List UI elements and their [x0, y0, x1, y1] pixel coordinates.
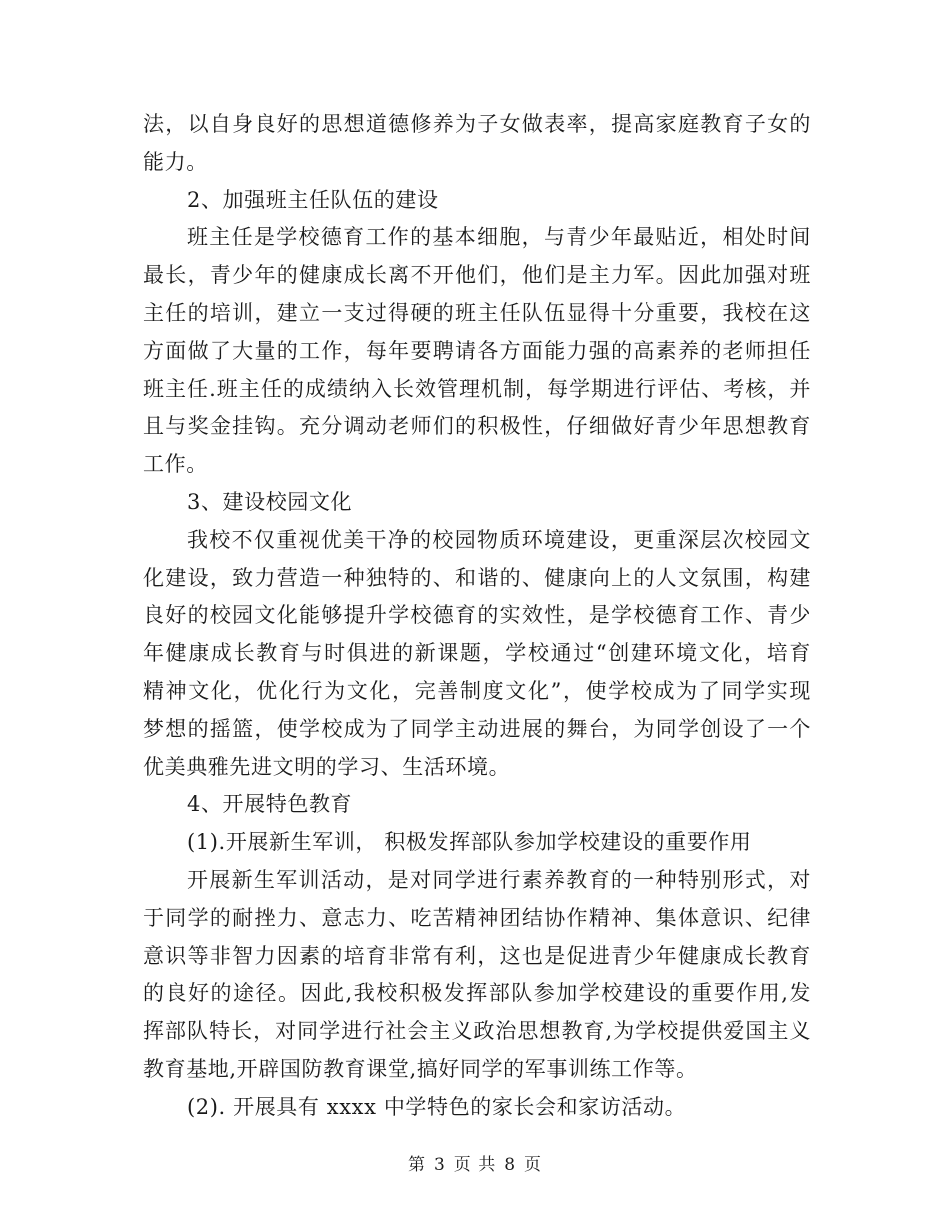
document-body	[143, 106, 811, 1127]
text-line: 我校不仅重视优美干净的校园物质环境建设，更重深层次校园文	[187, 527, 811, 552]
text-line: 挥部队特长，对同学进行社会主义政治思想教育,为学校提供爱国主义	[143, 1019, 811, 1044]
text-line: 优美典雅先进文明的学习、生活环境。	[143, 754, 511, 779]
text-line: 开展新生军训活动，是对同学进行素养教育的一种特别形式，对	[187, 867, 811, 892]
text-line: 年健康成长教育与时俱进的新课题，学校通过“创建环境文化，培育	[143, 641, 811, 666]
text-line: 意识等非智力因素的培育非常有利，这也是促进青少年健康成长教育	[143, 943, 811, 968]
text-line: (1).开展新生军训， 积极发挥部队参加学校建设的重要作用	[187, 830, 752, 855]
text-line: 3、建设校园文化	[187, 489, 353, 514]
text-line: 班主任是学校德育工作的基本细胞，与青少年最贴近，相处时间	[187, 225, 811, 250]
text-line: 班主任.班主任的成绩纳入长效管理机制，每学期进行评估、考核，并	[143, 376, 811, 401]
text-line: 主任的培训，建立一支过得硬的班主任队伍显得十分重要，我校在这	[143, 300, 811, 325]
text-line: 4、开展特色教育	[187, 792, 353, 817]
text-line: 的良好的途径。因此,我校积极发挥部队参加学校建设的重要作用,发	[143, 981, 811, 1006]
text-line: (2). 开展具有 xxxx 中学特色的家长会和家访活动。	[187, 1094, 687, 1119]
footer-current-page: 3	[433, 1155, 446, 1175]
text-line: 最长，青少年的健康成长离不开他们，他们是主力军。因此加强对班	[143, 263, 811, 288]
footer-suffix: 页	[524, 1155, 543, 1175]
text-line: 法，以自身良好的思想道德修养为子女做表率，提高家庭教育子女的	[143, 112, 811, 136]
text-line: 良好的校园文化能够提升学校德育的实效性，是学校德育工作、青少	[143, 603, 811, 628]
footer-total-pages: 8	[504, 1155, 517, 1175]
page-footer	[0, 1150, 950, 1175]
text-line: 方面做了大量的工作，每年要聘请各方面能力强的高素养的老师担任	[143, 338, 811, 363]
text-line: 精神文化，优化行为文化，完善制度文化”，使学校成为了同学实现	[143, 678, 811, 703]
text-line: 2、加强班主任队伍的建设	[187, 187, 439, 212]
footer-middle: 页 共	[453, 1155, 497, 1175]
text-line: 且与奖金挂钩。充分调动老师们的积极性，仔细做好青少年思想教育	[143, 414, 811, 439]
text-line: 化建设，致力营造一种独特的、和谐的、健康向上的人文氛围，构建	[143, 565, 811, 590]
footer-prefix: 第	[407, 1155, 426, 1175]
text-line: 能力。	[143, 149, 208, 174]
text-line: 工作。	[143, 452, 208, 477]
text-line: 梦想的摇篮，使学校成为了同学主动进展的舞台，为同学创设了一个	[143, 716, 811, 741]
text-line: 于同学的耐挫力、意志力、吃苦精神团结协作精神、集体意识、纪律	[143, 905, 811, 930]
text-line: 教育基地,开辟国防教育课堂,搞好同学的军事训练工作等。	[143, 1056, 698, 1081]
